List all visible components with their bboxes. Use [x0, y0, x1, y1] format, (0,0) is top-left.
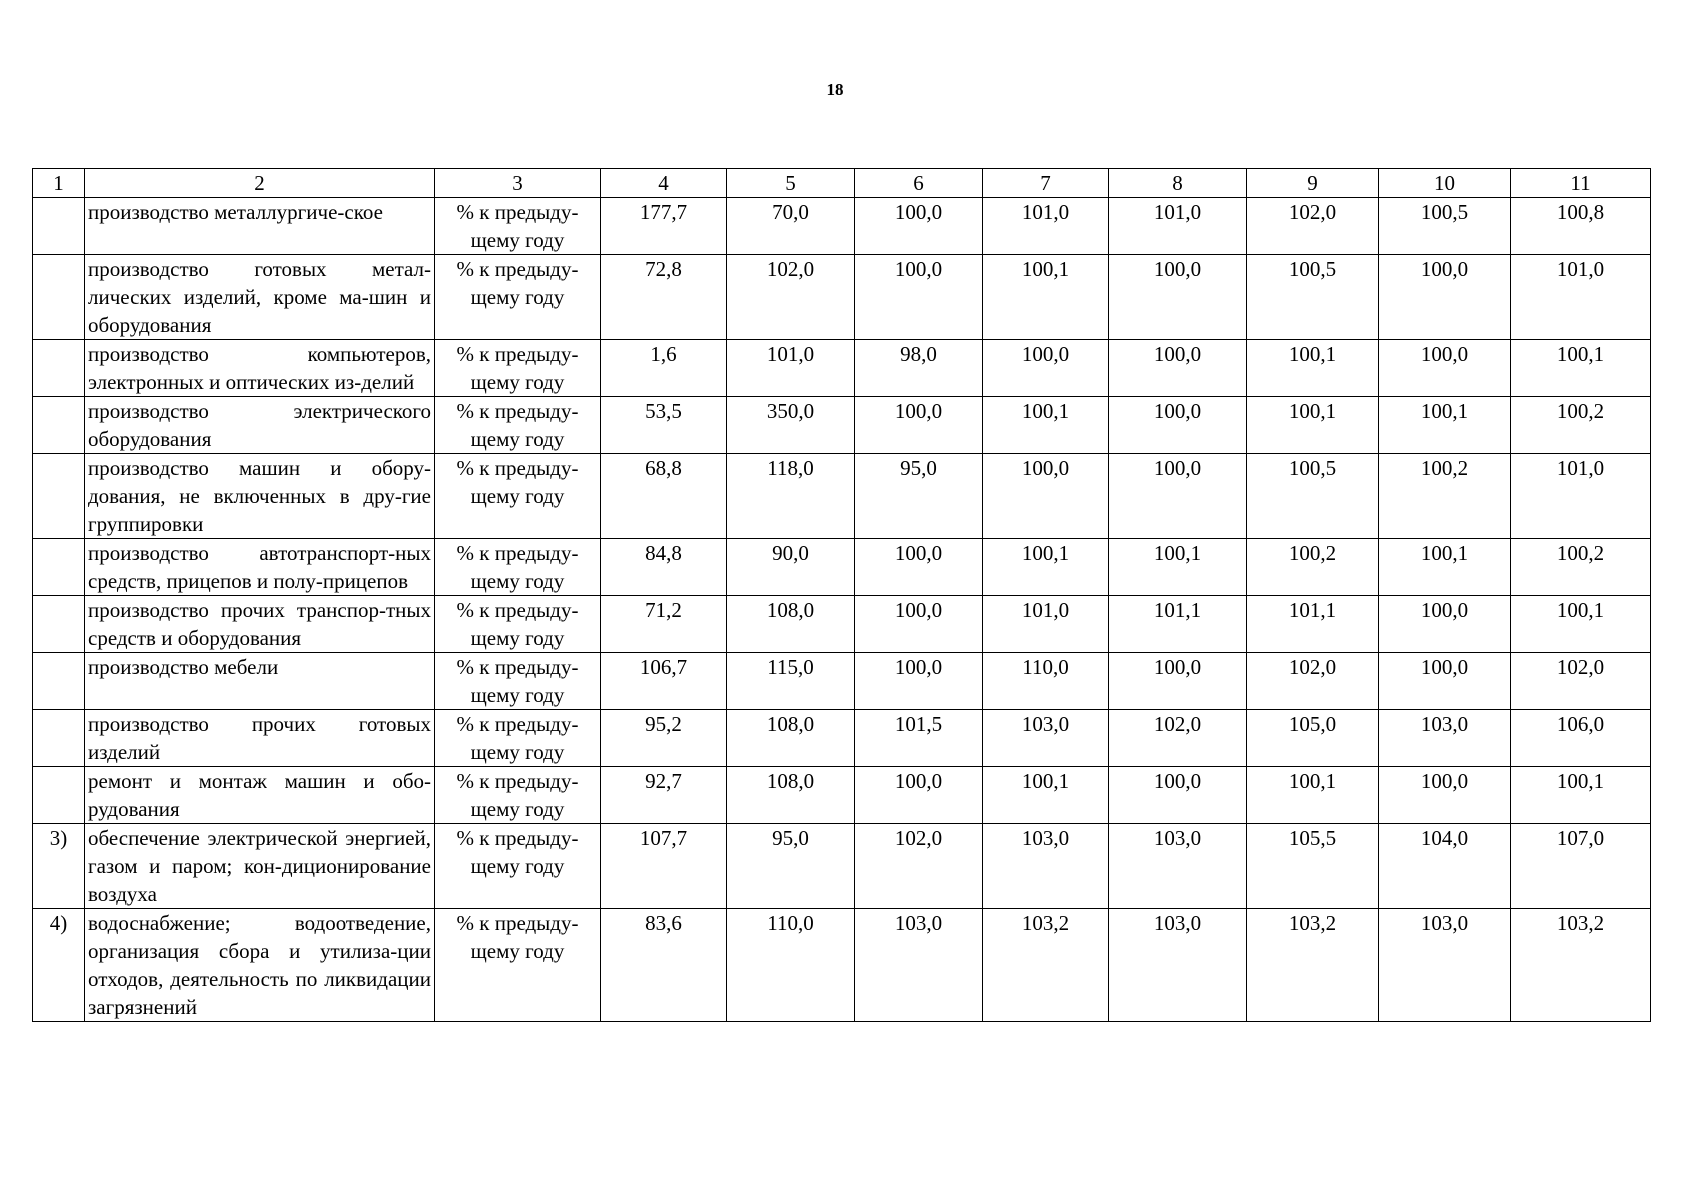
indicator-name-cell: водоснабжение; водоотведение, организация сбора и утилиза-ции отходов, деятельность по ликвидации загрязнений — [85, 909, 435, 1022]
row-number-cell — [33, 340, 85, 397]
unit-cell: % к предыду-щему году — [435, 909, 601, 1022]
value-cell-col-5: 115,0 — [727, 653, 855, 710]
value-cell-col-4: 1,6 — [601, 340, 727, 397]
value-cell-col-7: 100,0 — [983, 340, 1109, 397]
row-number-cell — [33, 454, 85, 539]
unit-cell: % к предыду-щему году — [435, 824, 601, 909]
value-cell-col-8: 103,0 — [1109, 909, 1247, 1022]
value-cell-col-9: 100,1 — [1247, 767, 1379, 824]
value-cell-col-11: 101,0 — [1511, 454, 1651, 539]
value-cell-col-10: 100,0 — [1379, 596, 1511, 653]
value-cell-col-6: 95,0 — [855, 454, 983, 539]
value-cell-col-8: 100,0 — [1109, 397, 1247, 454]
value-cell-col-8: 103,0 — [1109, 824, 1247, 909]
value-cell-col-9: 100,5 — [1247, 454, 1379, 539]
value-cell-col-7: 103,0 — [983, 710, 1109, 767]
indicator-name-cell: производство прочих транспор-тных средств и оборудования — [85, 596, 435, 653]
value-cell-col-9: 103,2 — [1247, 909, 1379, 1022]
value-cell-col-8: 102,0 — [1109, 710, 1247, 767]
row-number-cell — [33, 198, 85, 255]
value-cell-col-4: 95,2 — [601, 710, 727, 767]
table-body — [33, 169, 1651, 1022]
value-cell-col-11: 103,2 — [1511, 909, 1651, 1022]
value-cell-col-8: 100,1 — [1109, 539, 1247, 596]
indicator-name-cell: производство мебели — [85, 653, 435, 710]
column-header-7: 7 — [983, 169, 1109, 198]
unit-cell: % к предыду-щему году — [435, 454, 601, 539]
value-cell-col-7: 103,0 — [983, 824, 1109, 909]
value-cell-col-5: 108,0 — [727, 710, 855, 767]
value-cell-col-4: 84,8 — [601, 539, 727, 596]
value-cell-col-11: 102,0 — [1511, 653, 1651, 710]
value-cell-col-10: 100,5 — [1379, 198, 1511, 255]
value-cell-col-8: 101,1 — [1109, 596, 1247, 653]
row-number-cell — [33, 710, 85, 767]
unit-cell: % к предыду-щему году — [435, 539, 601, 596]
column-header-1: 1 — [33, 169, 85, 198]
value-cell-col-11: 101,0 — [1511, 255, 1651, 340]
value-cell-col-6: 100,0 — [855, 539, 983, 596]
indicator-name-cell: производство электрического оборудования — [85, 397, 435, 454]
value-cell-col-6: 102,0 — [855, 824, 983, 909]
column-header-11: 11 — [1511, 169, 1651, 198]
row-number-cell: 4) — [33, 909, 85, 1022]
value-cell-col-9: 105,0 — [1247, 710, 1379, 767]
value-cell-col-4: 68,8 — [601, 454, 727, 539]
table-row — [33, 255, 1651, 340]
value-cell-col-5: 70,0 — [727, 198, 855, 255]
value-cell-col-4: 92,7 — [601, 767, 727, 824]
unit-cell: % к предыду-щему году — [435, 767, 601, 824]
value-cell-col-6: 103,0 — [855, 909, 983, 1022]
table-row — [33, 539, 1651, 596]
value-cell-col-9: 100,1 — [1247, 397, 1379, 454]
value-cell-col-5: 102,0 — [727, 255, 855, 340]
value-cell-col-11: 100,1 — [1511, 340, 1651, 397]
value-cell-col-10: 100,1 — [1379, 397, 1511, 454]
unit-cell: % к предыду-щему году — [435, 653, 601, 710]
value-cell-col-5: 110,0 — [727, 909, 855, 1022]
indicator-name-cell: производство компьютеров, электронных и оптических из-делий — [85, 340, 435, 397]
value-cell-col-6: 101,5 — [855, 710, 983, 767]
unit-cell: % к предыду-щему году — [435, 710, 601, 767]
value-cell-col-5: 108,0 — [727, 767, 855, 824]
value-cell-col-4: 106,7 — [601, 653, 727, 710]
indicator-name-cell: производство прочих готовых изделий — [85, 710, 435, 767]
column-header-9: 9 — [1247, 169, 1379, 198]
data-table — [32, 168, 1651, 1022]
value-cell-col-4: 83,6 — [601, 909, 727, 1022]
indicator-name-cell: ремонт и монтаж машин и обо-рудования — [85, 767, 435, 824]
value-cell-col-11: 100,2 — [1511, 539, 1651, 596]
value-cell-col-5: 350,0 — [727, 397, 855, 454]
value-cell-col-10: 100,0 — [1379, 767, 1511, 824]
column-header-8: 8 — [1109, 169, 1247, 198]
table-row — [33, 340, 1651, 397]
value-cell-col-10: 100,1 — [1379, 539, 1511, 596]
value-cell-col-11: 100,2 — [1511, 397, 1651, 454]
value-cell-col-9: 102,0 — [1247, 653, 1379, 710]
value-cell-col-10: 103,0 — [1379, 710, 1511, 767]
value-cell-col-8: 100,0 — [1109, 767, 1247, 824]
value-cell-col-7: 101,0 — [983, 198, 1109, 255]
value-cell-col-6: 100,0 — [855, 198, 983, 255]
table-row — [33, 653, 1651, 710]
row-number-cell — [33, 596, 85, 653]
value-cell-col-11: 106,0 — [1511, 710, 1651, 767]
row-number-cell — [33, 653, 85, 710]
value-cell-col-9: 101,1 — [1247, 596, 1379, 653]
unit-cell: % к предыду-щему году — [435, 340, 601, 397]
value-cell-col-4: 177,7 — [601, 198, 727, 255]
value-cell-col-9: 100,5 — [1247, 255, 1379, 340]
indicator-name-cell: производство металлургиче-ское — [85, 198, 435, 255]
value-cell-col-4: 72,8 — [601, 255, 727, 340]
indicator-name-cell: обеспечение электрической энергией, газом и паром; кон-диционирование воздуха — [85, 824, 435, 909]
value-cell-col-11: 100,1 — [1511, 767, 1651, 824]
value-cell-col-7: 100,1 — [983, 397, 1109, 454]
value-cell-col-11: 100,1 — [1511, 596, 1651, 653]
column-header-6: 6 — [855, 169, 983, 198]
value-cell-col-10: 100,2 — [1379, 454, 1511, 539]
value-cell-col-10: 104,0 — [1379, 824, 1511, 909]
row-number-cell — [33, 397, 85, 454]
value-cell-col-8: 100,0 — [1109, 454, 1247, 539]
column-header-3: 3 — [435, 169, 601, 198]
value-cell-col-5: 108,0 — [727, 596, 855, 653]
row-number-cell — [33, 767, 85, 824]
row-number-cell — [33, 255, 85, 340]
table-row — [33, 909, 1651, 1022]
value-cell-col-4: 53,5 — [601, 397, 727, 454]
indicator-name-cell: производство готовых метал-лических изделий, кроме ма-шин и оборудования — [85, 255, 435, 340]
value-cell-col-8: 100,0 — [1109, 653, 1247, 710]
table-row — [33, 710, 1651, 767]
unit-cell: % к предыду-щему году — [435, 596, 601, 653]
value-cell-col-7: 103,2 — [983, 909, 1109, 1022]
value-cell-col-7: 101,0 — [983, 596, 1109, 653]
value-cell-col-7: 100,1 — [983, 539, 1109, 596]
value-cell-col-5: 118,0 — [727, 454, 855, 539]
value-cell-col-10: 100,0 — [1379, 255, 1511, 340]
value-cell-col-7: 100,0 — [983, 454, 1109, 539]
unit-cell: % к предыду-щему году — [435, 255, 601, 340]
value-cell-col-5: 95,0 — [727, 824, 855, 909]
value-cell-col-9: 100,2 — [1247, 539, 1379, 596]
column-header-4: 4 — [601, 169, 727, 198]
table-row — [33, 198, 1651, 255]
table-row — [33, 767, 1651, 824]
value-cell-col-7: 100,1 — [983, 255, 1109, 340]
row-number-cell — [33, 539, 85, 596]
row-number-cell: 3) — [33, 824, 85, 909]
value-cell-col-4: 71,2 — [601, 596, 727, 653]
value-cell-col-10: 103,0 — [1379, 909, 1511, 1022]
unit-cell: % к предыду-щему году — [435, 198, 601, 255]
unit-cell: % к предыду-щему году — [435, 397, 601, 454]
indicator-name-cell: производство машин и обору-дования, не включенных в дру-гие группировки — [85, 454, 435, 539]
table-row — [33, 596, 1651, 653]
value-cell-col-8: 100,0 — [1109, 255, 1247, 340]
value-cell-col-9: 105,5 — [1247, 824, 1379, 909]
value-cell-col-4: 107,7 — [601, 824, 727, 909]
column-header-10: 10 — [1379, 169, 1511, 198]
value-cell-col-6: 100,0 — [855, 255, 983, 340]
value-cell-col-6: 100,0 — [855, 767, 983, 824]
value-cell-col-5: 90,0 — [727, 539, 855, 596]
value-cell-col-11: 107,0 — [1511, 824, 1651, 909]
table-row — [33, 824, 1651, 909]
value-cell-col-10: 100,0 — [1379, 653, 1511, 710]
value-cell-col-7: 110,0 — [983, 653, 1109, 710]
value-cell-col-7: 100,1 — [983, 767, 1109, 824]
table-row — [33, 397, 1651, 454]
value-cell-col-5: 101,0 — [727, 340, 855, 397]
column-header-5: 5 — [727, 169, 855, 198]
table-row — [33, 454, 1651, 539]
value-cell-col-6: 100,0 — [855, 653, 983, 710]
value-cell-col-9: 100,1 — [1247, 340, 1379, 397]
table-header-row — [33, 169, 1651, 198]
value-cell-col-9: 102,0 — [1247, 198, 1379, 255]
indicator-name-cell: производство автотранспорт-ных средств, прицепов и полу-прицепов — [85, 539, 435, 596]
value-cell-col-8: 101,0 — [1109, 198, 1247, 255]
value-cell-col-11: 100,8 — [1511, 198, 1651, 255]
value-cell-col-6: 100,0 — [855, 596, 983, 653]
value-cell-col-8: 100,0 — [1109, 340, 1247, 397]
column-header-2: 2 — [85, 169, 435, 198]
value-cell-col-10: 100,0 — [1379, 340, 1511, 397]
page-number: 18 — [826, 80, 844, 99]
value-cell-col-6: 100,0 — [855, 397, 983, 454]
value-cell-col-6: 98,0 — [855, 340, 983, 397]
